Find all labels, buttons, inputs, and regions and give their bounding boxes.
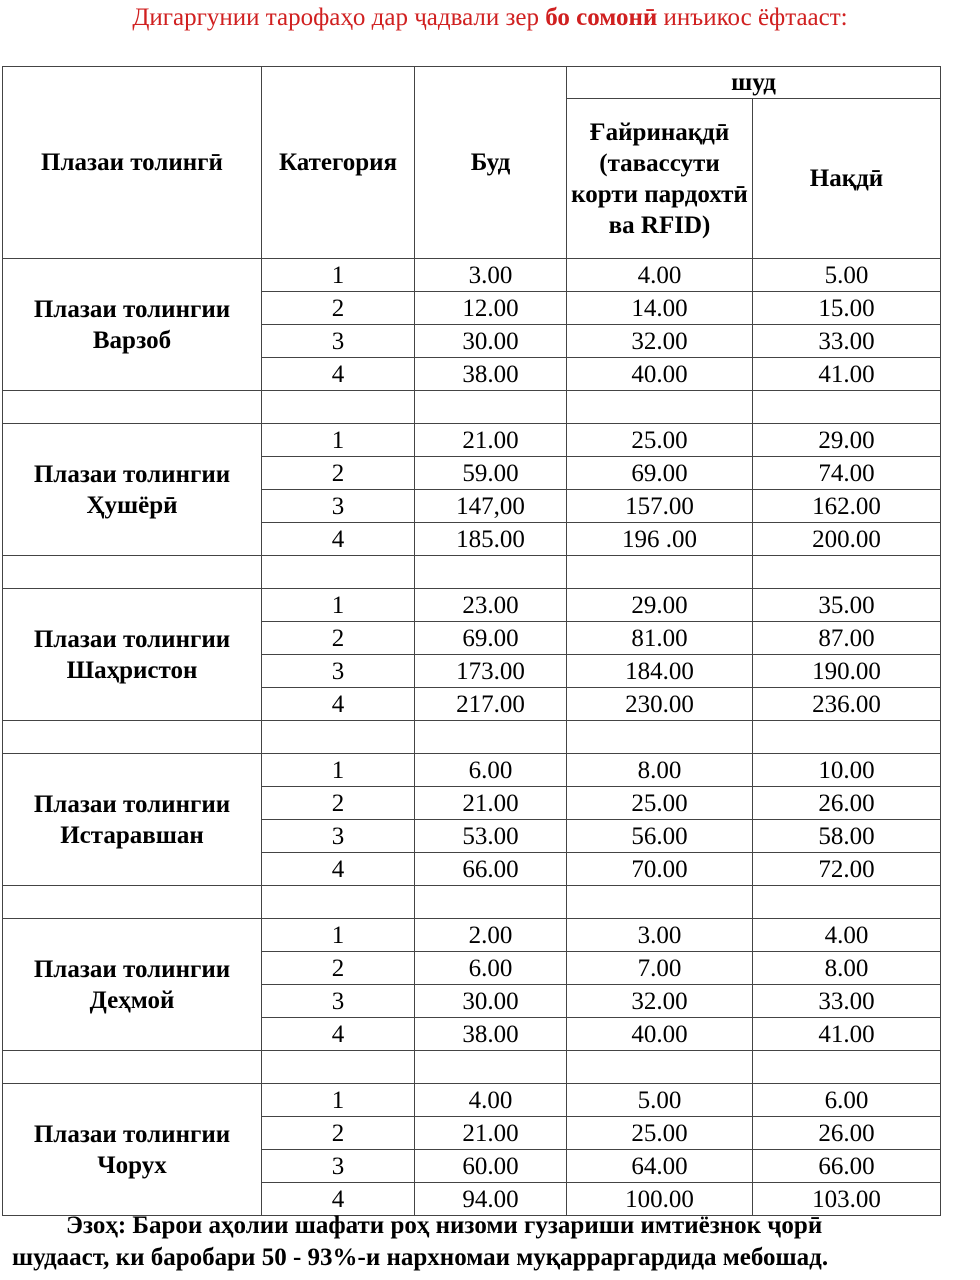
cell-cashless: 69.00 bbox=[567, 457, 753, 490]
cell-cashless: 25.00 bbox=[567, 424, 753, 457]
spacer-cell bbox=[3, 721, 262, 754]
cell-cashless: 14.00 bbox=[567, 292, 753, 325]
spacer-cell bbox=[3, 886, 262, 919]
cell-cash: 10.00 bbox=[753, 754, 941, 787]
footnote bbox=[12, 1210, 942, 1274]
cell-category: 3 bbox=[262, 1150, 415, 1183]
cell-cash: 87.00 bbox=[753, 622, 941, 655]
header-became: шуд bbox=[567, 67, 941, 99]
cell-category: 2 bbox=[262, 952, 415, 985]
header-cash: Нақдӣ bbox=[753, 99, 941, 259]
cell-cashless: 7.00 bbox=[567, 952, 753, 985]
cell-was: 12.00 bbox=[415, 292, 567, 325]
header-plaza: Плазаи толингӣ bbox=[3, 67, 262, 259]
plaza-name-line-1: Плазаи толингии bbox=[33, 1120, 231, 1148]
spacer-row bbox=[3, 391, 941, 424]
cell-cash: 26.00 bbox=[753, 1117, 941, 1150]
page-heading bbox=[0, 4, 980, 32]
spacer-cell bbox=[567, 1051, 753, 1084]
cell-cashless: 4.00 bbox=[567, 259, 753, 292]
table-row bbox=[3, 1084, 941, 1117]
cell-cash: 35.00 bbox=[753, 589, 941, 622]
cell-cashless: 56.00 bbox=[567, 820, 753, 853]
cell-category: 1 bbox=[262, 259, 415, 292]
plaza-name bbox=[3, 424, 262, 556]
cell-cashless: 8.00 bbox=[567, 754, 753, 787]
cell-cash: 15.00 bbox=[753, 292, 941, 325]
cell-category: 2 bbox=[262, 457, 415, 490]
spacer-cell bbox=[415, 1051, 567, 1084]
cell-was: 21.00 bbox=[415, 424, 567, 457]
cell-cash: 103.00 bbox=[753, 1183, 941, 1216]
cell-cashless: 157.00 bbox=[567, 490, 753, 523]
cell-category: 3 bbox=[262, 820, 415, 853]
cell-cashless: 100.00 bbox=[567, 1183, 753, 1216]
spacer-cell bbox=[567, 556, 753, 589]
cell-cash: 8.00 bbox=[753, 952, 941, 985]
cell-category: 4 bbox=[262, 1183, 415, 1216]
cell-was: 66.00 bbox=[415, 853, 567, 886]
cell-cashless: 196 .00 bbox=[567, 523, 753, 556]
cell-category: 4 bbox=[262, 853, 415, 886]
table-row bbox=[3, 919, 941, 952]
cell-cashless: 230.00 bbox=[567, 688, 753, 721]
spacer-cell bbox=[753, 721, 941, 754]
cell-category: 4 bbox=[262, 1018, 415, 1051]
cell-was: 38.00 bbox=[415, 358, 567, 391]
cell-category: 2 bbox=[262, 787, 415, 820]
table-row bbox=[3, 589, 941, 622]
spacer-cell bbox=[567, 391, 753, 424]
table-row bbox=[3, 424, 941, 457]
spacer-cell bbox=[3, 556, 262, 589]
cell-was: 23.00 bbox=[415, 589, 567, 622]
plaza-name bbox=[3, 919, 262, 1051]
spacer-row bbox=[3, 556, 941, 589]
cell-category: 2 bbox=[262, 622, 415, 655]
cell-category: 3 bbox=[262, 655, 415, 688]
cell-category: 1 bbox=[262, 589, 415, 622]
cell-was: 21.00 bbox=[415, 787, 567, 820]
spacer-row bbox=[3, 1051, 941, 1084]
plaza-name-line-1: Плазаи толингии bbox=[33, 295, 231, 323]
cell-cash: 29.00 bbox=[753, 424, 941, 457]
cell-cashless: 32.00 bbox=[567, 985, 753, 1018]
spacer-cell bbox=[3, 391, 262, 424]
cell-category: 3 bbox=[262, 985, 415, 1018]
spacer-row bbox=[3, 886, 941, 919]
heading-suffix: инъикос ёфтааст: bbox=[657, 4, 848, 31]
cell-was: 173.00 bbox=[415, 655, 567, 688]
plaza-name-line-2: Чорух bbox=[97, 1151, 167, 1179]
cell-cash: 190.00 bbox=[753, 655, 941, 688]
cell-was: 6.00 bbox=[415, 952, 567, 985]
spacer-cell bbox=[753, 886, 941, 919]
cell-cash: 58.00 bbox=[753, 820, 941, 853]
cell-cash: 33.00 bbox=[753, 325, 941, 358]
spacer-cell bbox=[753, 391, 941, 424]
footnote-line-1: Эзоҳ: Барои аҳолии шафати роҳ низоми гузариши имтиёзнок ҷорӣ bbox=[66, 1212, 823, 1239]
header-cashless: Ғайринақдӣ (тавассути корти пардохтӣ ва RFID) bbox=[567, 99, 753, 259]
plaza-name-line-2: Шаҳристон bbox=[66, 656, 198, 684]
cell-cashless: 81.00 bbox=[567, 622, 753, 655]
cell-cashless: 25.00 bbox=[567, 1117, 753, 1150]
cell-category: 1 bbox=[262, 919, 415, 952]
spacer-cell bbox=[262, 886, 415, 919]
cell-was: 21.00 bbox=[415, 1117, 567, 1150]
cell-cash: 72.00 bbox=[753, 853, 941, 886]
cell-cash: 26.00 bbox=[753, 787, 941, 820]
cell-was: 38.00 bbox=[415, 1018, 567, 1051]
cell-cash: 41.00 bbox=[753, 1018, 941, 1051]
cell-cash: 4.00 bbox=[753, 919, 941, 952]
spacer-cell bbox=[415, 391, 567, 424]
spacer-cell bbox=[415, 886, 567, 919]
cell-was: 147,00 bbox=[415, 490, 567, 523]
cell-category: 1 bbox=[262, 424, 415, 457]
cell-category: 3 bbox=[262, 325, 415, 358]
plaza-name-line-1: Плазаи толингии bbox=[33, 625, 231, 653]
cell-was: 60.00 bbox=[415, 1150, 567, 1183]
cell-was: 2.00 bbox=[415, 919, 567, 952]
cell-was: 53.00 bbox=[415, 820, 567, 853]
cell-was: 59.00 bbox=[415, 457, 567, 490]
cell-cash: 236.00 bbox=[753, 688, 941, 721]
cell-cash: 41.00 bbox=[753, 358, 941, 391]
cell-was: 3.00 bbox=[415, 259, 567, 292]
cell-cash: 33.00 bbox=[753, 985, 941, 1018]
cell-category: 1 bbox=[262, 1084, 415, 1117]
cell-cashless: 184.00 bbox=[567, 655, 753, 688]
cell-cash: 74.00 bbox=[753, 457, 941, 490]
cell-cashless: 5.00 bbox=[567, 1084, 753, 1117]
cell-category: 3 bbox=[262, 490, 415, 523]
cell-was: 217.00 bbox=[415, 688, 567, 721]
plaza-name-line-2: Деҳмой bbox=[89, 986, 175, 1014]
cell-cashless: 29.00 bbox=[567, 589, 753, 622]
spacer-cell bbox=[753, 556, 941, 589]
plaza-name bbox=[3, 754, 262, 886]
cell-cash: 6.00 bbox=[753, 1084, 941, 1117]
heading-emphasis: бо сомонӣ bbox=[545, 4, 658, 31]
plaza-name-line-2: Варзоб bbox=[92, 326, 172, 354]
spacer-cell bbox=[415, 556, 567, 589]
cell-cashless: 32.00 bbox=[567, 325, 753, 358]
spacer-cell bbox=[753, 1051, 941, 1084]
spacer-cell bbox=[567, 721, 753, 754]
cell-was: 185.00 bbox=[415, 523, 567, 556]
cell-cash: 5.00 bbox=[753, 259, 941, 292]
tariff-table bbox=[2, 66, 941, 1216]
header-was: Буд bbox=[415, 67, 567, 259]
table-row bbox=[3, 259, 941, 292]
cell-category: 2 bbox=[262, 1117, 415, 1150]
table-row bbox=[3, 754, 941, 787]
cell-cashless: 3.00 bbox=[567, 919, 753, 952]
plaza-name-line-2: Ҳушёрӣ bbox=[86, 491, 178, 519]
plaza-name-line-1: Плазаи толингии bbox=[33, 460, 231, 488]
cell-cash: 200.00 bbox=[753, 523, 941, 556]
cell-category: 4 bbox=[262, 688, 415, 721]
spacer-cell bbox=[415, 721, 567, 754]
plaza-name bbox=[3, 1084, 262, 1216]
cell-was: 69.00 bbox=[415, 622, 567, 655]
plaza-name-line-1: Плазаи толингии bbox=[33, 790, 231, 818]
cell-was: 30.00 bbox=[415, 985, 567, 1018]
cell-cash: 162.00 bbox=[753, 490, 941, 523]
cell-was: 94.00 bbox=[415, 1183, 567, 1216]
header-category: Категория bbox=[262, 67, 415, 259]
cell-cashless: 40.00 bbox=[567, 1018, 753, 1051]
cell-category: 4 bbox=[262, 358, 415, 391]
heading-prefix: Дигаргунии тарофаҳо дар ҷадвали зер bbox=[132, 4, 546, 31]
spacer-cell bbox=[262, 556, 415, 589]
cell-category: 1 bbox=[262, 754, 415, 787]
plaza-name-line-1: Плазаи толингии bbox=[33, 955, 231, 983]
footnote-line-2: шудааст, ки баробари 50 - 93%-и нархномаи муқарраргардида мебошад. bbox=[12, 1244, 829, 1271]
spacer-cell bbox=[262, 1051, 415, 1084]
spacer-cell bbox=[262, 391, 415, 424]
spacer-cell bbox=[567, 886, 753, 919]
cell-was: 30.00 bbox=[415, 325, 567, 358]
plaza-name bbox=[3, 259, 262, 391]
cell-cashless: 25.00 bbox=[567, 787, 753, 820]
cell-was: 4.00 bbox=[415, 1084, 567, 1117]
cell-cashless: 70.00 bbox=[567, 853, 753, 886]
spacer-row bbox=[3, 721, 941, 754]
cell-cash: 66.00 bbox=[753, 1150, 941, 1183]
cell-cashless: 64.00 bbox=[567, 1150, 753, 1183]
plaza-name-line-2: Истаравшан bbox=[60, 821, 204, 849]
cell-category: 2 bbox=[262, 292, 415, 325]
cell-category: 4 bbox=[262, 523, 415, 556]
cell-cashless: 40.00 bbox=[567, 358, 753, 391]
plaza-name bbox=[3, 589, 262, 721]
cell-was: 6.00 bbox=[415, 754, 567, 787]
spacer-cell bbox=[3, 1051, 262, 1084]
spacer-cell bbox=[262, 721, 415, 754]
